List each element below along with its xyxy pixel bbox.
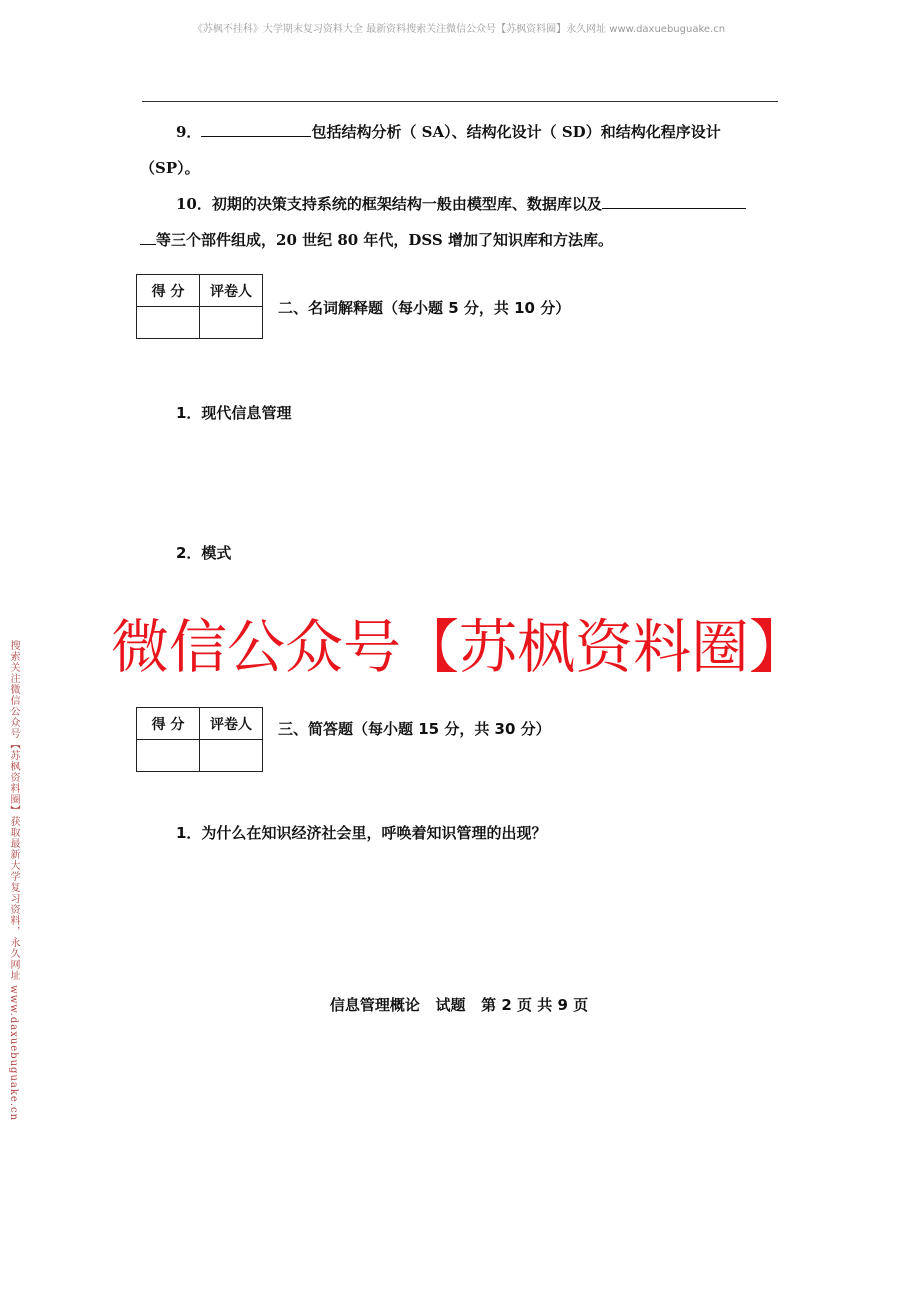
section-2-item-1: 1．现代信息管理 [176,404,292,422]
question-9-continued: （SP）。 [140,159,200,177]
question-9 [176,121,721,142]
grader-label: 评卷人 [200,275,263,307]
score-cell [137,740,200,772]
score-cell [137,307,200,339]
question-10 [176,193,746,214]
score-label: 得 分 [137,708,200,740]
section-3-title: 三、简答题（每小题 15 分，共 30 分） [278,720,551,738]
question-9-blank [201,122,311,137]
header-rule [142,101,778,102]
section-2-item-2: 2．模式 [176,544,232,562]
question-10-blank-tail [140,230,156,245]
side-note: 搜索关注微信公众号【苏枫资料圈】获取最新大学复习资料，永久网址 www.daxuebuguake.cn [8,640,19,1122]
section-2-title: 二、名词解释题（每小题 5 分，共 10 分） [278,299,571,317]
grader-cell [200,307,263,339]
section-3-item-1: 1．为什么在知识经济社会里，呼唤着知识管理的出现？ [176,824,547,842]
grader-cell [200,740,263,772]
question-10-text-cont: 等三个部件组成，20 世纪 80 年代，DSS 增加了知识库和方法库。 [156,231,613,249]
question-10-number: 10． [176,195,212,213]
score-label: 得 分 [137,275,200,307]
grader-label: 评卷人 [200,708,263,740]
question-10-blank [602,194,746,209]
question-9-text: 包括结构分析（ SA）、结构化设计（ SD）和结构化程序设计 [311,123,721,141]
question-10-continued [140,229,613,250]
score-table-section-2 [136,274,263,339]
watermark-banner: 微信公众号【苏枫资料圈】 [110,613,807,681]
question-10-text: 初期的决策支持系统的框架结构一般由模型库、数据库以及 [211,195,602,213]
question-9-number: 9． [176,123,202,141]
header-note: 《苏枫不挂科》大学期末复习资料大全 最新资料搜索关注微信公众号【苏枫资料圈】永久网址 www.daxuebuguake.cn [192,24,726,35]
score-table-section-3 [136,707,263,772]
page-footer: 信息管理概论 试题 第 2 页 共 9 页 [329,996,589,1014]
